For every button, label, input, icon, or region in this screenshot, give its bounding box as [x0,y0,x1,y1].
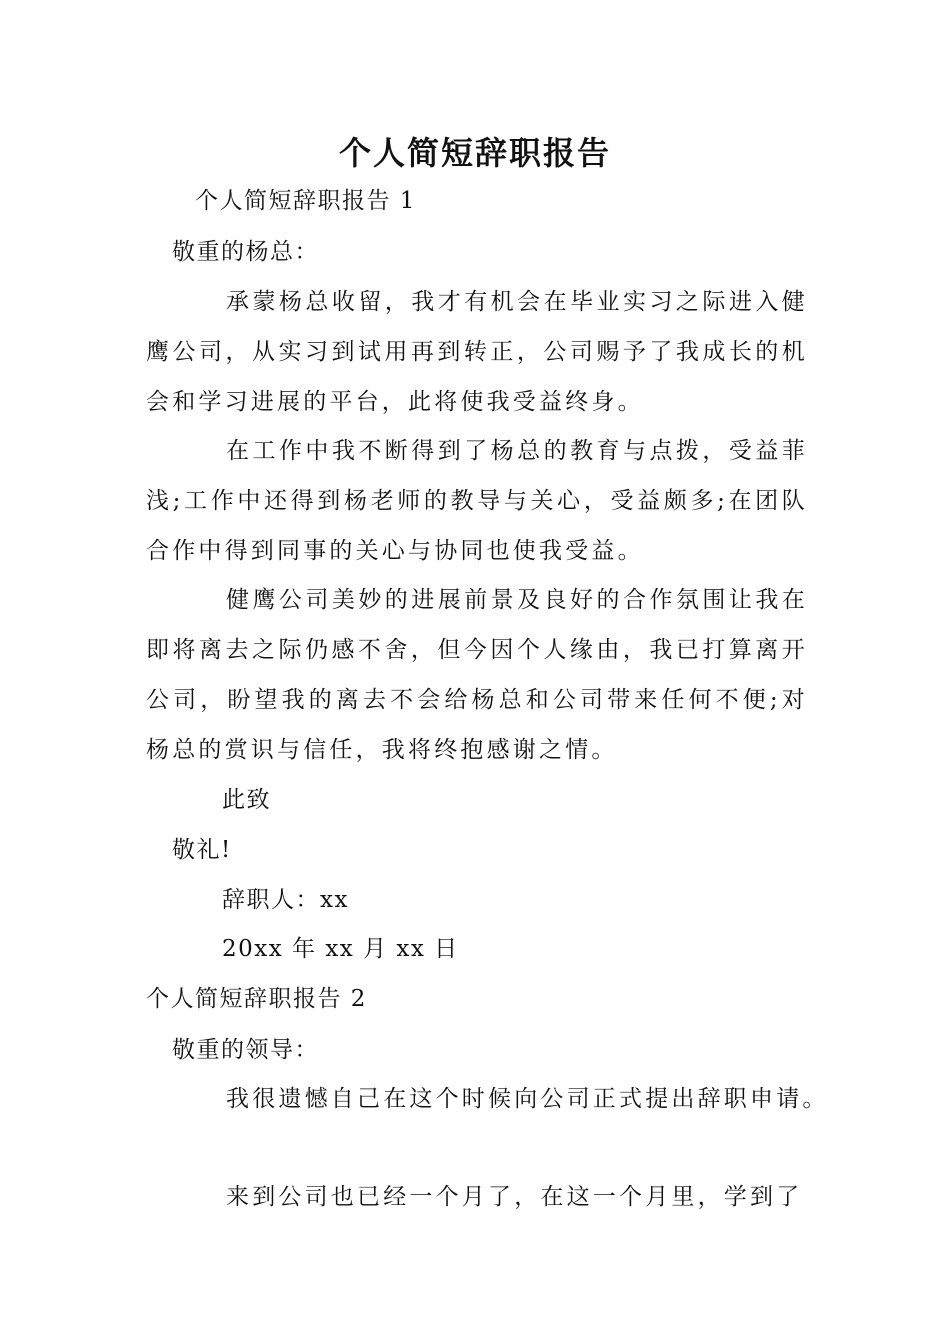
letter2-paragraph-1: 我很遗憾自己在这个时候向公司正式提出辞职申请。 [226,1086,829,1112]
letter1-closing-jing-li: 敬礼! [172,837,232,863]
letter2-salutation: 敬重的领导： [172,1037,319,1063]
letter1-closing-ci-zhi: 此致 [222,787,271,813]
letter1-paragraph-2: 在工作中我不断得到了杨总的教育与点拨，受益菲浅;工作中还得到杨老师的教导与关心，受益颇多;在团队合作中得到同事的关心与协同也使我受益。 [146,438,808,564]
letter2-heading: 个人简短辞职报告 2 [146,986,367,1012]
letter1-signer: 辞职人：xx [222,887,349,913]
letter1-date: 20xx 年 xx 月 xx 日 [222,936,459,962]
document-title: 个人简短辞职报告 [338,134,611,172]
letter1-salutation: 敬重的杨总： [172,239,319,265]
letter2-paragraph-2: 来到公司也已经一个月了，在这一个月里，学到了 [226,1184,803,1210]
letter1-heading: 个人简短辞职报告 1 [195,188,416,214]
letter1-paragraph-3: 健鹰公司美妙的进展前景及良好的合作氛围让我在即将离去之际仍感不舍，但今因个人缘由，我已打算离开公司，盼望我的离去不会给杨总和公司带来任何不便;对杨总的赏识与信任，我将终抱感谢之情。 [146,587,808,763]
letter1-paragraph-1: 承蒙杨总收留，我才有机会在毕业实习之际进入健鹰公司，从实习到试用再到转正，公司赐予了我成长的机会和学习进展的平台，此将使我受益终身。 [146,289,808,415]
